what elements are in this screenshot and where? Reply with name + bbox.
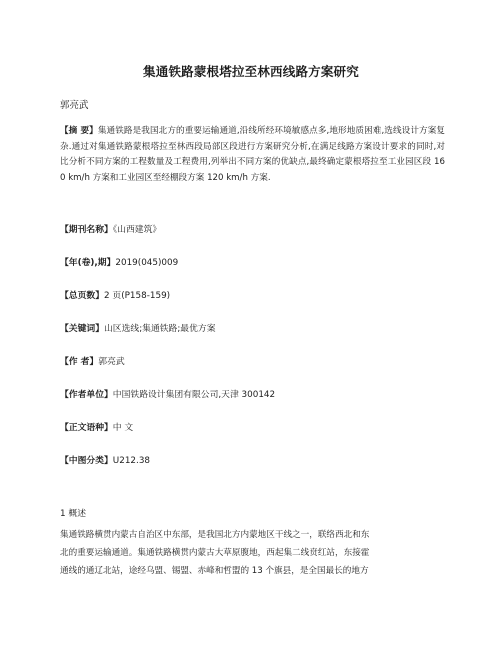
body-line: 通线的通辽北站，途经乌盟、锡盟、赤峰和哲盟的 13 个旗县，是全国最长的地方: [60, 566, 369, 577]
field-language: [60, 420, 133, 433]
abstract-label: 【摘 要】: [60, 126, 98, 136]
field-year-volume: [60, 255, 178, 268]
field-label: 【正文语种】: [60, 423, 113, 433]
field-total-pages: [60, 288, 170, 301]
body-line: 北的重要运输通道。集通铁路横贯内蒙古大草原腹地，西起集二线贲红站，东接霍: [60, 548, 370, 559]
field-journal-name: [60, 222, 161, 235]
field-label: 【年(卷),期】: [60, 258, 116, 268]
section-heading: 1 概述: [60, 509, 86, 519]
field-author-affiliation: [60, 387, 275, 400]
field-value: 中 文: [112, 423, 134, 433]
field-value: 2019(045)009: [115, 258, 179, 268]
document-title: 集通铁路蒙根塔拉至林西线路方案研究: [143, 64, 359, 79]
field-value: 中国铁路设计集团有限公司,天津 300142: [112, 390, 276, 400]
abstract-block: [60, 124, 445, 186]
field-label: 【作 者】: [60, 357, 99, 367]
body-line: 集通铁路横贯内蒙古自治区中东部，是我国北方内蒙地区干线之一，联络西北和东: [60, 530, 370, 540]
field-keywords: [60, 321, 216, 334]
field-value: 山区选线;集通铁路;最优方案: [104, 324, 216, 334]
body-paragraph: [60, 526, 446, 581]
field-value: 《山西建筑》: [112, 225, 162, 235]
field-label: 【关键词】: [60, 324, 104, 334]
field-classification: [60, 453, 150, 466]
field-value: U212.38: [112, 456, 151, 466]
field-label: 【中图分类】: [60, 456, 113, 466]
field-value: 2 页(P158-159): [104, 291, 171, 301]
document-author: 郭亮武: [60, 100, 89, 111]
field-label: 【作者单位】: [60, 390, 113, 400]
field-label: 【总页数】: [60, 291, 104, 301]
field-label: 【期刊名称】: [60, 225, 113, 235]
field-value: 郭亮武: [98, 357, 125, 367]
abstract-text: 集通铁路是我国北方的重要运输通道,沿线所经环境敏感点多,地形地质困难,选线设计方案复杂.通过对集通铁路蒙根塔拉至林西段局部区段进行方案研究分析,在满足线路方案设计要求的同时,对比分析不同方案的工程数量及工程费用,列举出不同方案的优缺点,最终确定蒙根塔拉至工业园区段 160 km/h 方案和工业园区至经棚段方案 120 km/h 方案.: [60, 126, 445, 183]
field-author: [60, 354, 125, 367]
